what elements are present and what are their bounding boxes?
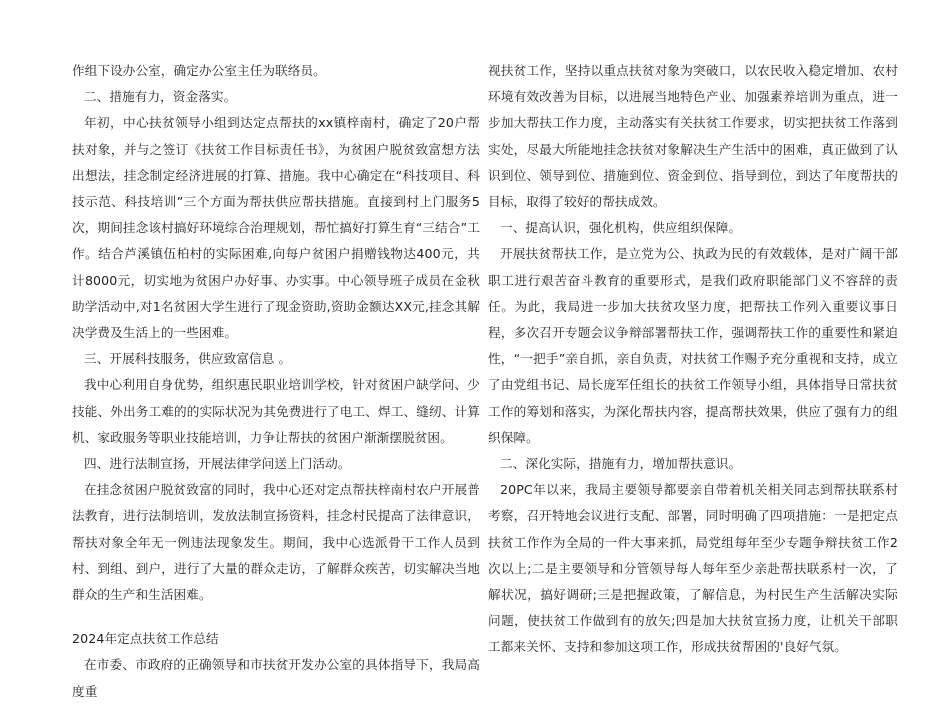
section-heading-measures: 二、措施有力，资金落实。 [84,89,237,105]
document-title: 2024年定点扶贫工作总结 [72,631,219,647]
section-heading-legal: 四、进行法制宣扬，开展法律学问送上门活动。 [84,456,351,472]
section-heading-deepening: 二、深化实际，措施有力，增加帮扶意识。 [500,456,742,472]
paragraph-continuation: 作组下设办公室，确定办公室主任为联络员。 [72,63,326,78]
section-heading-technology: 三、开展科技服务，供应致富信息 。 [84,351,292,367]
left-column [72,58,480,705]
paragraph-four-measures: 20PC年以来，我局主要领导都要亲自带着机关相关同志到帮扶联系村考察，召开特地会议进行支配、部署，同时明确了四项措施：一是把定点扶贫工作作为全局的一件大事来抓，局党组每年至少专题争辩扶贫工作2次以上;二是主要领导和分管领导每人每年至少亲赴帮扶联系村一次，了解状况，搞好调研;三是把握政策，了解信息，为村民生产生活解决实际问题，使扶贫工作做到有的放矢;四是加大扶贫宣扬力度，让机关干部职工都来关怀、支持和参加这项工作，形成扶贫帮困的'良好气氛。 [488,482,898,655]
paragraph-intro-continuation: 视扶贫工作，坚持以重点扶贫对象为突破口，以农民收入稳定增加、农村环境有效改善为目标，以进展当地特色产业、加强素养培训为重点，进一步加大帮扶工作力度，主动落实有关扶贫工作要求，切实把扶贫工作落到实处，尽最大所能地挂念扶贫对象解决生产生活中的困难，真正做到了认识到位、领导到位、措施到位、资金到位、指导到位，到达了年度帮扶的目标，取得了较好的帮扶成效。 [488,63,898,210]
right-column [488,58,898,661]
paragraph-organization: 开展扶贫帮扶工作，是立党为公、执政为民的有效载体，是对广阔干部职工进行艰苦奋斗教育的重要形式，是我们政府职能部门义不容辞的责任。为此，我局进一步加大扶贫攻坚力度，把帮扶工作列入重要议事日程，多次召开专题会议争辩部署帮扶工作，强调帮扶工作的重要性和紧迫性，“一把手”亲自抓，亲自负责，对扶贫工作赐予充分重视和支持，成立了由党组书记、局长庞军任组长的扶贫工作领导小组，具体指导日常扶贫工作的筹划和落实，为深化帮扶内容，提高帮扶效果，供应了强有力的组织保障。 [488,246,898,445]
section-heading-awareness: 一、提高认识，强化机构，供应组织保障。 [500,220,742,236]
paragraph-early-year: 年初，中心扶贫领导小组到达定点帮扶的xx镇梓南村，确定了20户帮扶对象，并与之签订《扶贫工作目标责任书》，为贫困户脱贫致富想方法出想法，挂念制定经济进展的打算、措施。我中心确定在“科技项目、科技示范、科技培训”三个方面为帮扶供应帮扶措施。直接到村上门服务5次，期间挂念该村搞好环境综合治理规划，帮忙搞好打算生育“三结合”工作。结合芦溪镇伍柏村的实际困难,向每户贫困户捐赠钱物达400元，共计8000元，切实地为贫困户办好事、办实事。中心领导班子成员在金秋助学活动中,对1名贫困大学生进行了现金资助,资助金额达XX元,挂念其解决学费及生活上的一些困难。 [72,115,480,341]
paragraph-training: 我中心利用自身优势，组织惠民职业培训学校，针对贫困户缺学问、少技能、外出务工难的的实际状况为其免费进行了电工、焊工、缝纫、计算机、家政服务等职业技能培训，力争让帮扶的贫困户渐渐摆脱贫困。 [72,377,480,445]
paragraph-intro: 在市委、市政府的正确领导和市扶贫开发办公室的具体指导下，我局高度重 [72,657,480,699]
paragraph-legal-education: 在挂念贫困户脱贫致富的同时，我中心还对定点帮扶梓南村农户开展普法教育，进行法制培训，发放法制宣扬资料，挂念村民提高了法律意识，帮扶对象全年无一例违法现象发生。期间，我中心选派骨干工作人员到村、到组、到户，进行了大量的群众走访，了解群众疾苦，切实解决当地群众的生产和生活困难。 [72,482,480,603]
